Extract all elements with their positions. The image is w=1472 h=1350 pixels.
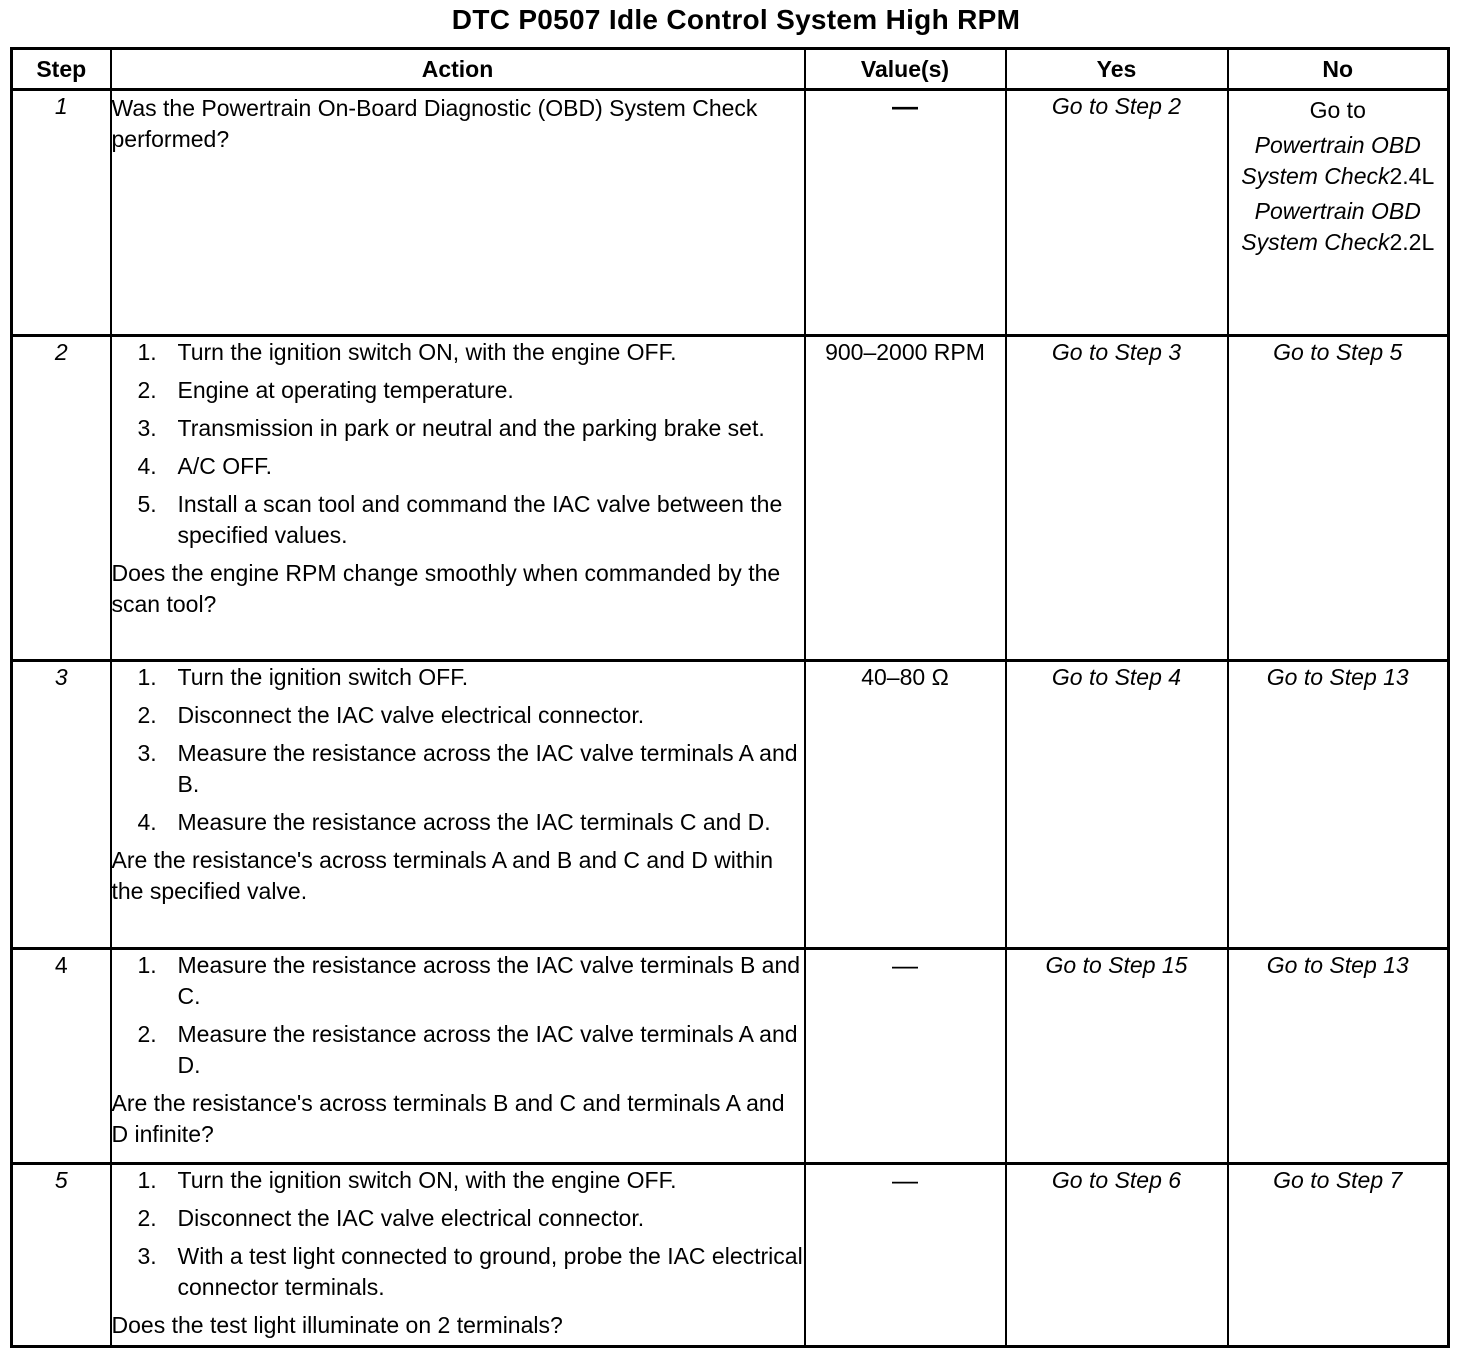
diagnostic-table xyxy=(10,47,1450,1348)
value-cell xyxy=(805,90,1006,336)
no-link-label: Powertrain OBD System Check xyxy=(1241,198,1421,255)
action-step: 1. Turn the ignition switch OFF. xyxy=(137,664,469,690)
header-action: Action xyxy=(111,49,805,90)
yes-link[interactable]: Go to Step 6 xyxy=(1051,1167,1182,1193)
table-row xyxy=(12,336,1449,661)
action-question: Does the test light illuminate on 2 terminals? xyxy=(111,1312,563,1338)
yes-cell xyxy=(1006,949,1228,1164)
action-cell xyxy=(111,90,805,336)
action-step: 3. Measure the resistance across the IAC valve terminals A and B. xyxy=(137,740,798,797)
no-link-suffix: 2.2L xyxy=(1389,229,1435,255)
no-cell xyxy=(1228,90,1449,336)
no-link-obd-24[interactable] xyxy=(1229,130,1448,192)
value-text: — xyxy=(892,950,918,980)
action-step: 4. A/C OFF. xyxy=(137,453,273,479)
no-link[interactable]: Go to Step 13 xyxy=(1266,952,1409,978)
yes-cell xyxy=(1006,336,1228,661)
value-text: 900–2000 RPM xyxy=(825,339,985,365)
table-header xyxy=(12,49,1449,90)
no-go-to: Go to xyxy=(1309,97,1366,123)
action-step: 3. Transmission in park or neutral and the parking brake set. xyxy=(137,415,765,441)
no-link[interactable]: Go to Step 13 xyxy=(1266,664,1409,690)
no-link-obd-22[interactable] xyxy=(1229,196,1448,258)
no-link-label: Powertrain OBD System Check xyxy=(1241,132,1421,189)
action-step: 2. Measure the resistance across the IAC valve terminals A and D. xyxy=(137,1021,798,1078)
value-text: — xyxy=(892,91,918,121)
yes-cell xyxy=(1006,661,1228,949)
action-step: 1. Measure the resistance across the IAC valve terminals B and C. xyxy=(137,952,801,1009)
action-step: 1. Turn the ignition switch ON, with the engine OFF. xyxy=(137,1167,677,1193)
action-question: Was the Powertrain On-Board Diagnostic (OBD) System Check performed? xyxy=(111,95,758,152)
page-title: DTC P0507 Idle Control System High RPM xyxy=(451,4,1021,35)
action-step: 2. Disconnect the IAC valve electrical connector. xyxy=(137,1205,645,1231)
table-row xyxy=(12,949,1449,1164)
table-row xyxy=(12,1164,1449,1347)
header-values: Value(s) xyxy=(805,49,1006,90)
action-step: 3. With a test light connected to ground, probe the IAC electrical connector terminals. xyxy=(137,1243,803,1300)
step-number: 3 xyxy=(12,661,111,949)
step-number: 5 xyxy=(12,1164,111,1347)
value-cell xyxy=(805,1164,1006,1347)
action-question: Does the engine RPM change smoothly when commanded by the scan tool? xyxy=(111,560,781,617)
action-step: 1. Turn the ignition switch ON, with the engine OFF. xyxy=(137,339,677,365)
no-cell xyxy=(1228,336,1449,661)
action-cell xyxy=(111,1164,805,1347)
yes-link[interactable]: Go to Step 3 xyxy=(1051,339,1182,365)
yes-link[interactable]: Go to Step 15 xyxy=(1045,952,1188,978)
action-steps xyxy=(112,950,804,1081)
action-cell xyxy=(111,661,805,949)
no-link[interactable]: Go to Step 5 xyxy=(1273,339,1403,365)
header-yes: Yes xyxy=(1006,49,1228,90)
value-text: 40–80 Ω xyxy=(861,664,949,690)
action-step: 4. Measure the resistance across the IAC terminals C and D. xyxy=(137,809,771,835)
no-cell xyxy=(1228,1164,1449,1347)
yes-link[interactable]: Go to Step 4 xyxy=(1051,664,1182,690)
action-steps xyxy=(112,1165,804,1303)
value-cell xyxy=(805,661,1006,949)
table-row xyxy=(12,90,1449,336)
action-step: 2. Disconnect the IAC valve electrical connector. xyxy=(137,702,645,728)
step-number: 1 xyxy=(12,90,111,336)
action-steps xyxy=(112,662,804,838)
action-cell xyxy=(111,949,805,1164)
yes-cell xyxy=(1006,90,1228,336)
no-cell xyxy=(1228,661,1449,949)
action-steps xyxy=(112,337,804,551)
header-no: No xyxy=(1228,49,1449,90)
step-number: 2 xyxy=(12,336,111,661)
no-link[interactable]: Go to Step 7 xyxy=(1273,1167,1403,1193)
value-cell xyxy=(805,949,1006,1164)
value-text: — xyxy=(892,1165,918,1195)
yes-link[interactable]: Go to Step 2 xyxy=(1051,93,1182,119)
no-link-suffix: 2.4L xyxy=(1389,163,1435,189)
action-cell xyxy=(111,336,805,661)
action-step: 5. Install a scan tool and command the IAC valve between the specified values. xyxy=(137,491,783,548)
action-step: 2. Engine at operating temperature. xyxy=(137,377,514,403)
yes-cell xyxy=(1006,1164,1228,1347)
action-question: Are the resistance's across terminals B and C and terminals A and D infinite? xyxy=(111,1090,785,1147)
value-cell xyxy=(805,336,1006,661)
no-cell xyxy=(1228,949,1449,1164)
step-number: 4 xyxy=(12,949,111,1164)
header-step: Step xyxy=(12,49,111,90)
action-question: Are the resistance's across terminals A and B and C and D within the specified valve. xyxy=(111,847,773,904)
table-row xyxy=(12,661,1449,949)
